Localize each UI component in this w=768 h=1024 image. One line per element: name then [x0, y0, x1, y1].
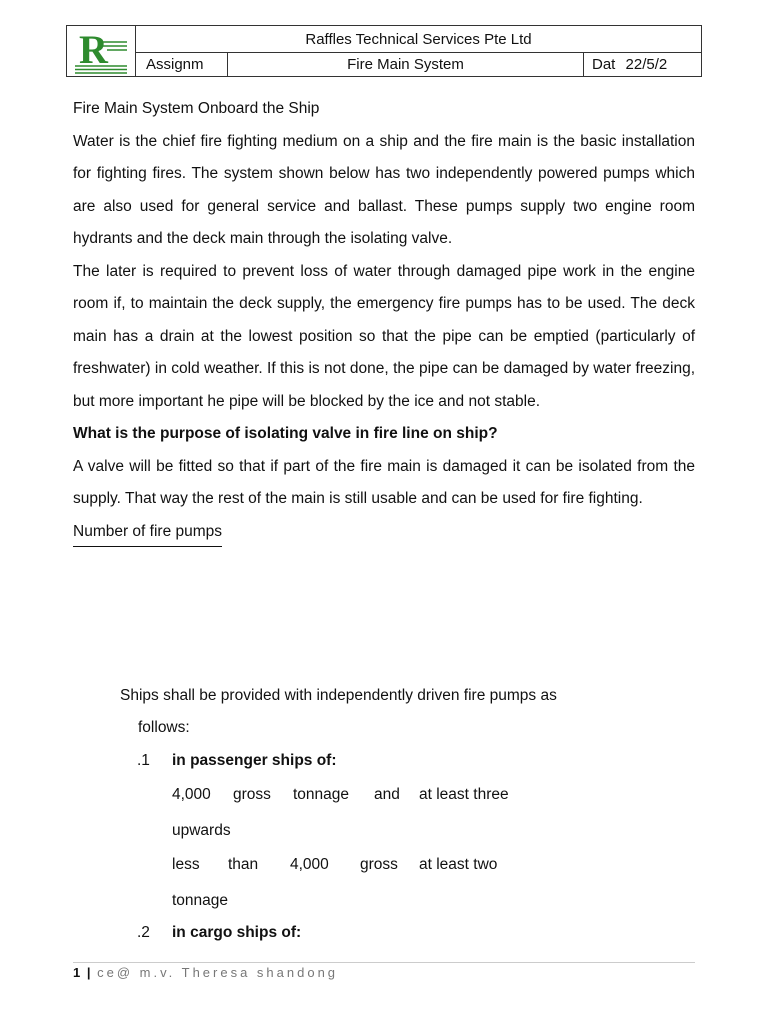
footer-text: ce@ m.v. Theresa shandong [97, 965, 339, 980]
list-intro-cont: follows: [138, 719, 190, 736]
item-number: .1 [137, 752, 150, 769]
question-heading: What is the purpose of isolating valve in fire line on ship? [73, 425, 498, 442]
item-text: in cargo ships of: [172, 924, 302, 941]
table-cell: 4,000 [172, 786, 211, 803]
table-cell: 4,000 [290, 856, 329, 873]
passenger-tonnage-table [73, 778, 695, 916]
date-label: Dat [592, 56, 616, 73]
item-text: in passenger ships of: [172, 752, 337, 769]
header-table [66, 25, 702, 77]
table-cell: gross [360, 856, 398, 873]
table-cell: than [228, 856, 259, 873]
footer-separator: | [86, 965, 91, 980]
list-intro: Ships shall be provided with independently driven fire pumps as [120, 687, 557, 704]
company-name: Raffles Technical Services Pte Ltd [136, 26, 701, 53]
table-cell: gross [233, 786, 271, 803]
fire-pump-list [73, 680, 695, 950]
r-logo-icon [67, 26, 135, 76]
page-footer [73, 962, 695, 980]
header-row [136, 53, 701, 76]
page-number: 1 [73, 965, 81, 980]
answer-paragraph: A valve will be fitted so that if part of the fire main is damaged it can be isolated from the supply. That way the rest of the main is still usable and can be used for fire fighting. [73, 457, 695, 507]
paragraph-2: The later is required to prevent loss of water through damaged pipe work in the engine room if, to maintain the deck supply, the emergency fire pumps has to be used. The deck main has a drain at the lowest position so that the pipe can be emptied (particularly of freshwater) in cold weather. If this is not done, the pipe can be damaged by water freezing, but more important he pipe will be blocked by the ice and not stable. [73, 262, 695, 410]
table-cell: and [374, 786, 400, 803]
assignment-label: Assignm [136, 53, 228, 76]
document-subject: Fire Main System [228, 53, 584, 76]
paragraph-1: Water is the chief fire fighting medium on a ship and the fire main is the basic installation for fighting fires. The system shown below has two independently powered pumps which are also used for general service and ballast. These pumps supply two engine room hydrants and the deck main through the isolating valve. [73, 132, 695, 247]
table-cell: at least two [419, 856, 498, 873]
item-number: .2 [137, 924, 150, 941]
table-cell: at least three [419, 786, 509, 803]
svg-text:R: R [79, 27, 108, 72]
document-body [73, 93, 695, 548]
table-cell: tonnage [172, 892, 229, 909]
table-cell: upwards [172, 822, 231, 839]
table-cell: less [172, 856, 200, 873]
date-value: 22/5/2 [625, 56, 668, 73]
table-cell: tonnage [293, 786, 350, 803]
list-item [73, 744, 695, 778]
company-logo [67, 26, 136, 76]
list-item [73, 916, 695, 950]
date-cell [584, 53, 701, 76]
page-title: Fire Main System Onboard the Ship [73, 100, 320, 117]
section-heading: Number of fire pumps [73, 518, 222, 547]
